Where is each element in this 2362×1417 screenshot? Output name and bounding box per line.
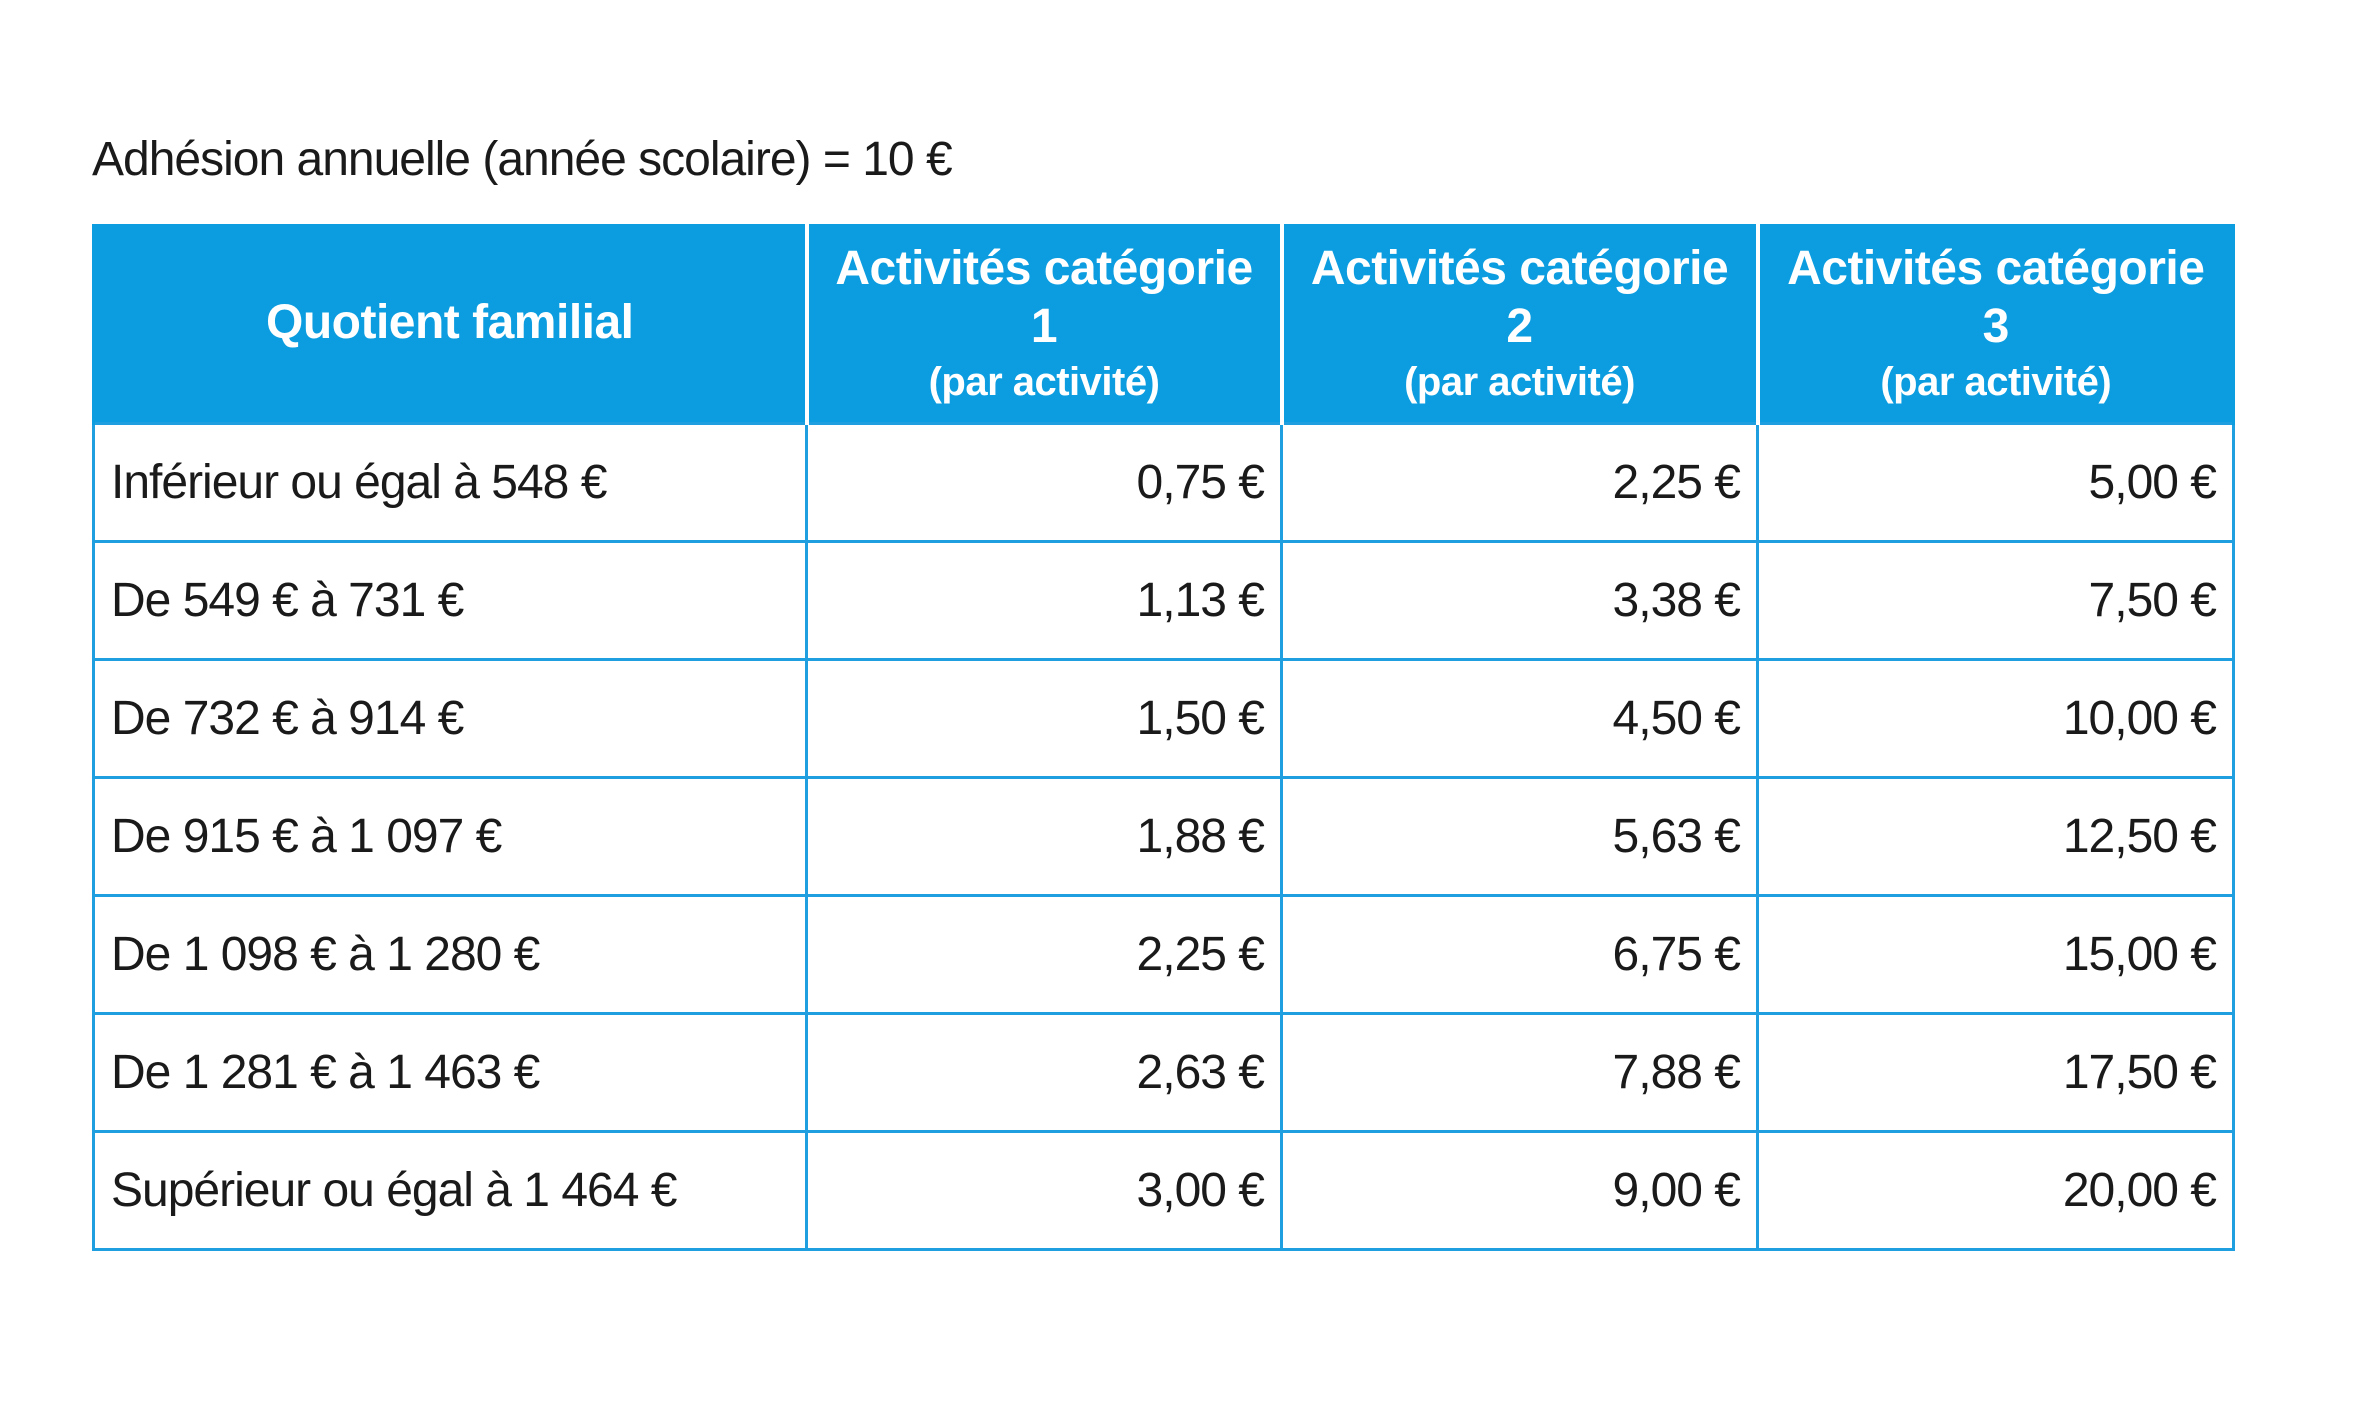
quotient-range-cell: Supérieur ou égal à 1 464 € xyxy=(94,1132,807,1250)
price-cat2-cell: 6,75 € xyxy=(1282,896,1758,1014)
price-cat3-cell: 10,00 € xyxy=(1758,660,2234,778)
header-sublabel: (par activité) xyxy=(1880,359,2112,404)
pricing-table xyxy=(92,224,2235,1251)
price-cat3-cell: 17,50 € xyxy=(1758,1014,2234,1132)
quotient-range-cell: De 915 € à 1 097 € xyxy=(94,778,807,896)
table-row xyxy=(94,778,2234,896)
quotient-range-cell: De 1 098 € à 1 280 € xyxy=(94,896,807,1014)
quotient-range-cell: De 1 281 € à 1 463 € xyxy=(94,1014,807,1132)
pricing-table-header xyxy=(94,224,2234,424)
price-cat1-cell: 1,88 € xyxy=(807,778,1282,896)
header-label: Quotient familial xyxy=(265,296,634,350)
table-row xyxy=(94,896,2234,1014)
quotient-range-cell: De 549 € à 731 € xyxy=(94,542,807,660)
header-label: Activités catégorie 2 xyxy=(1310,242,1729,353)
price-cat2-cell: 7,88 € xyxy=(1282,1014,1758,1132)
table-row xyxy=(94,1132,2234,1250)
price-cat1-cell: 0,75 € xyxy=(807,424,1282,542)
membership-fee-note: Adhésion annuelle (année scolaire) = 10 € xyxy=(92,133,952,186)
price-cat3-cell: 15,00 € xyxy=(1758,896,2234,1014)
price-cat3-cell: 7,50 € xyxy=(1758,542,2234,660)
pricing-table-body xyxy=(94,424,2234,1250)
header-sublabel: (par activité) xyxy=(1404,359,1635,404)
table-row xyxy=(94,424,2234,542)
header-quotient-familial xyxy=(94,224,807,424)
price-cat3-cell: 12,50 € xyxy=(1758,778,2234,896)
table-row xyxy=(94,1014,2234,1132)
price-cat2-cell: 2,25 € xyxy=(1282,424,1758,542)
quotient-range-cell: De 732 € à 914 € xyxy=(94,660,807,778)
price-cat1-cell: 1,50 € xyxy=(807,660,1282,778)
price-cat1-cell: 3,00 € xyxy=(807,1132,1282,1250)
header-label: Activités catégorie 1 xyxy=(835,242,1253,353)
table-row xyxy=(94,660,2234,778)
price-cat2-cell: 3,38 € xyxy=(1282,542,1758,660)
header-category-2 xyxy=(1282,224,1758,424)
price-cat2-cell: 4,50 € xyxy=(1282,660,1758,778)
quotient-range-cell: Inférieur ou égal à 548 € xyxy=(94,424,807,542)
price-cat1-cell: 2,25 € xyxy=(807,896,1282,1014)
price-cat3-cell: 5,00 € xyxy=(1758,424,2234,542)
price-cat2-cell: 9,00 € xyxy=(1282,1132,1758,1250)
header-category-3 xyxy=(1758,224,2234,424)
header-category-1 xyxy=(807,224,1282,424)
price-cat1-cell: 1,13 € xyxy=(807,542,1282,660)
price-cat2-cell: 5,63 € xyxy=(1282,778,1758,896)
header-sublabel: (par activité) xyxy=(928,359,1160,404)
header-label: Activités catégorie 3 xyxy=(1787,242,2205,353)
header-row xyxy=(94,224,2234,424)
price-cat3-cell: 20,00 € xyxy=(1758,1132,2234,1250)
price-cat1-cell: 2,63 € xyxy=(807,1014,1282,1132)
table-row xyxy=(94,542,2234,660)
